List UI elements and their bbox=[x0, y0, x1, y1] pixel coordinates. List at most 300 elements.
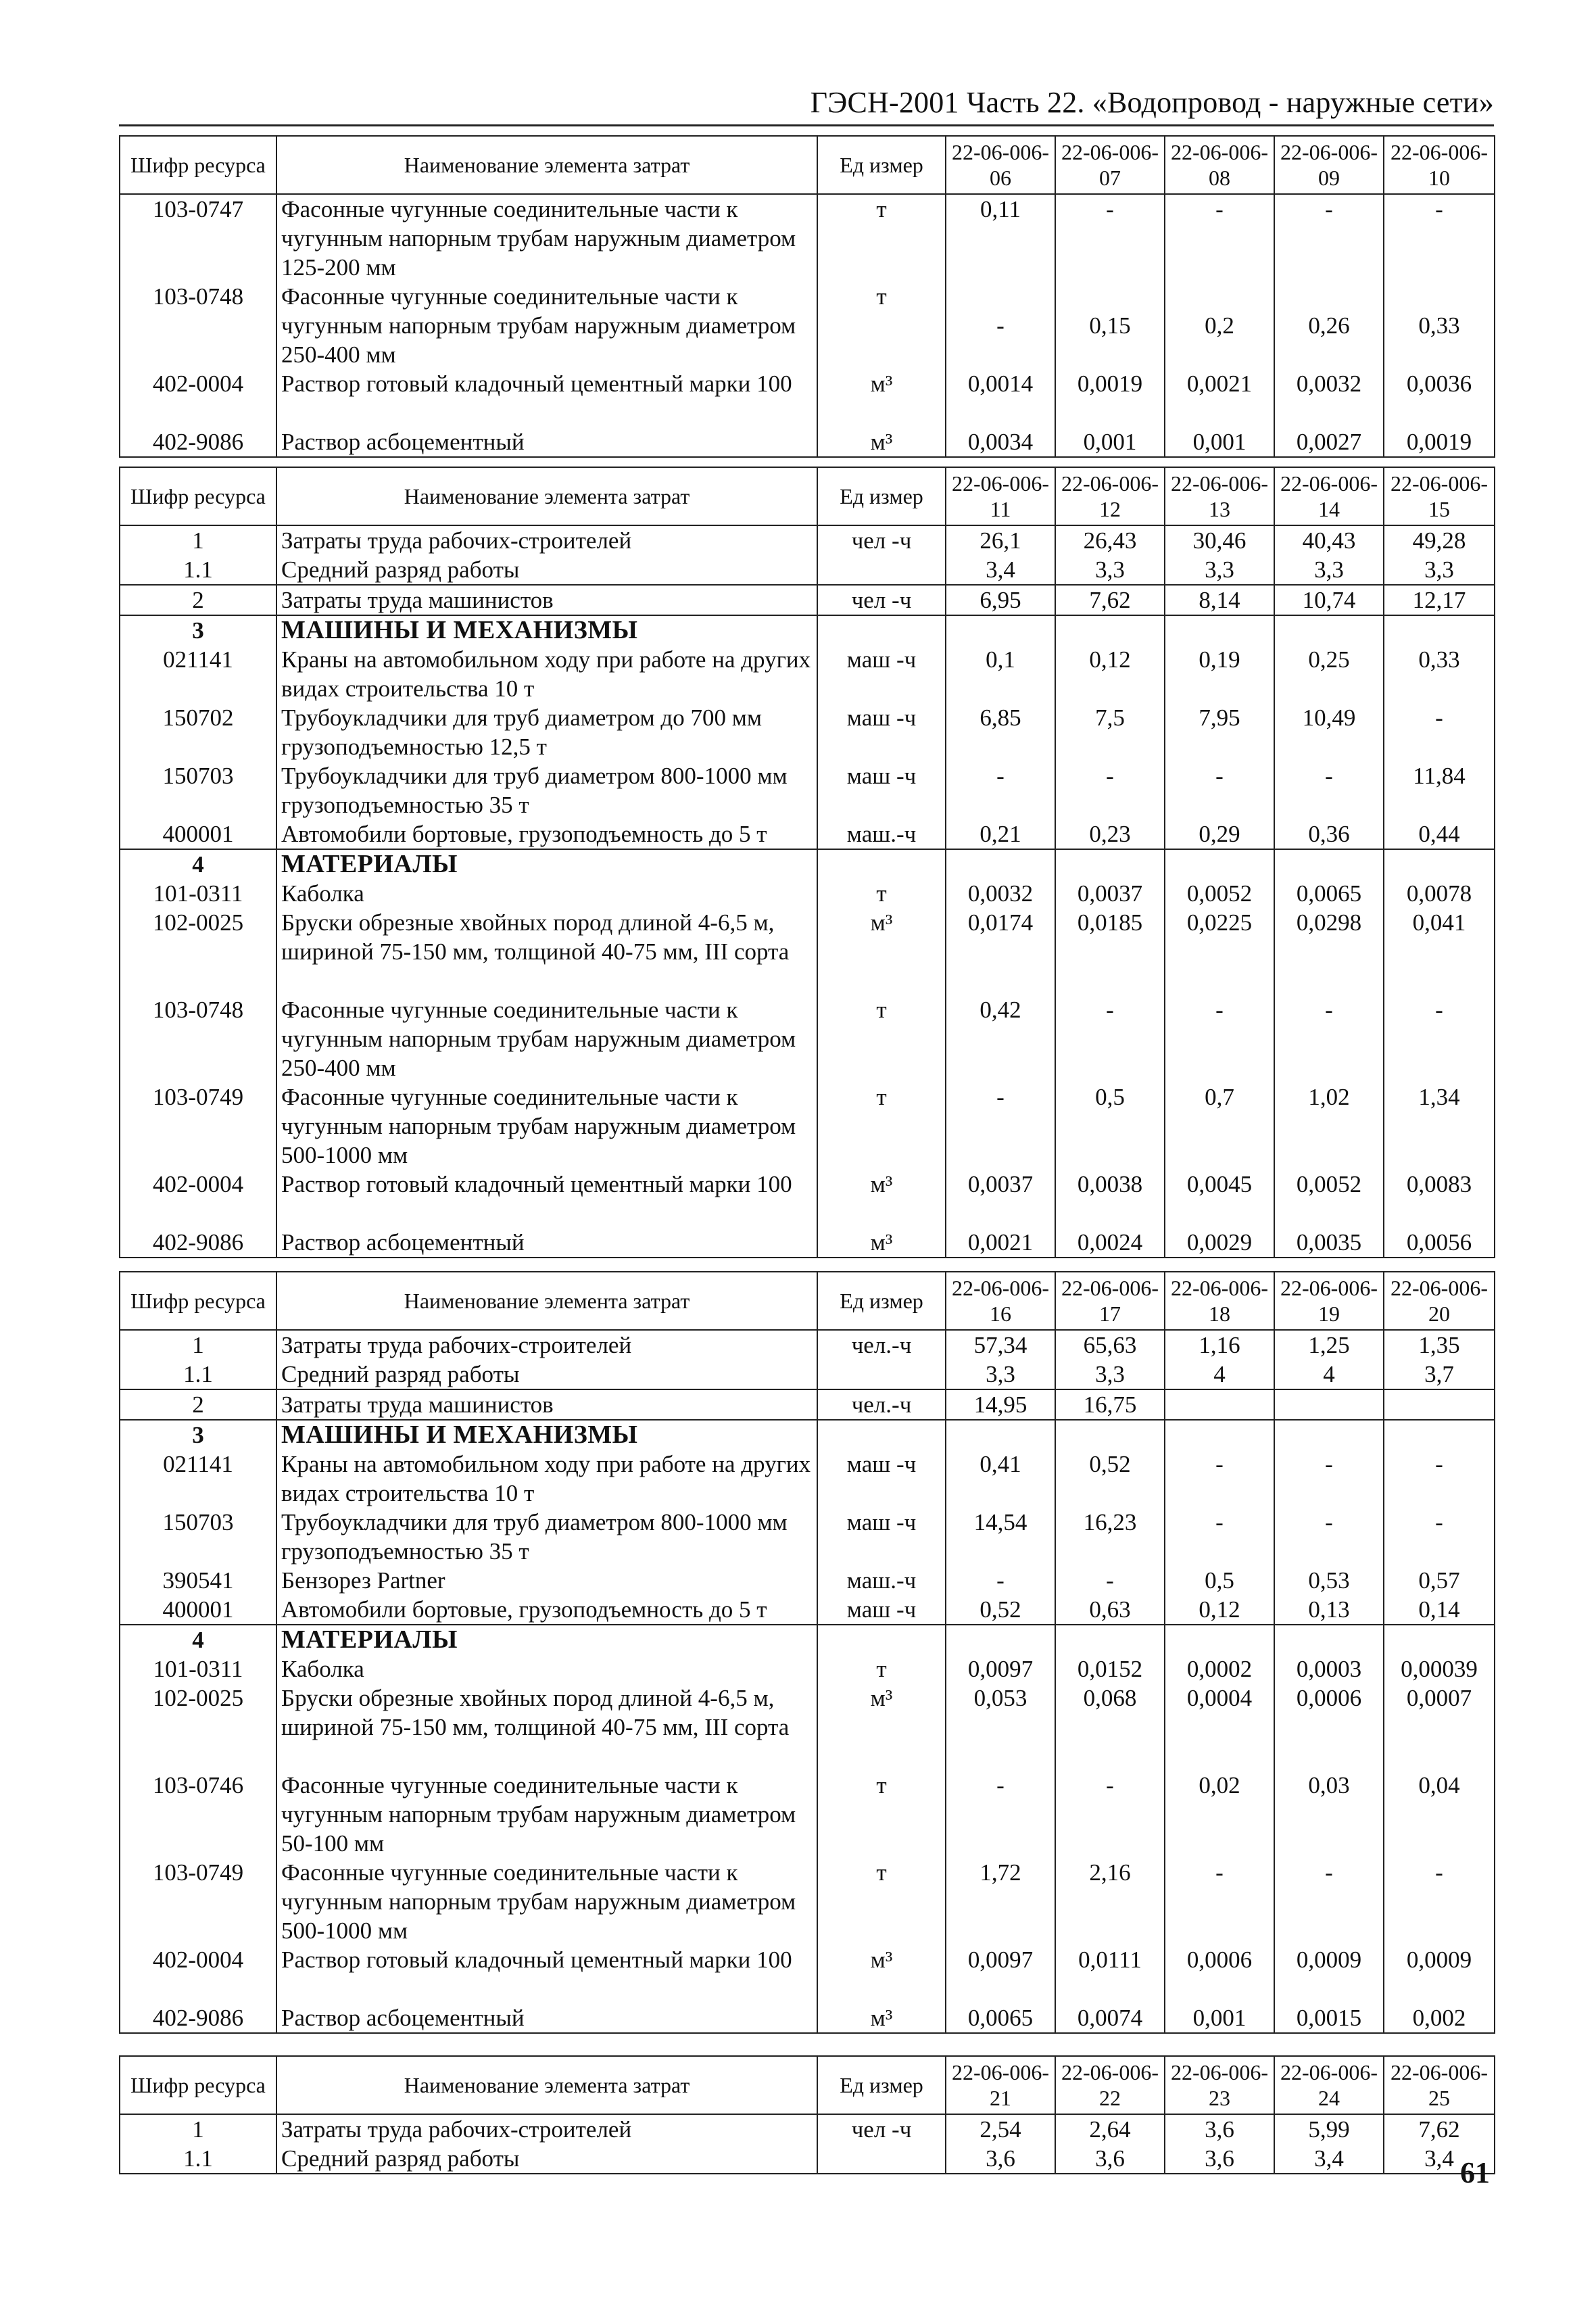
cell-code: 402-9086 bbox=[120, 427, 276, 457]
cell-code: 103-0747 bbox=[120, 194, 276, 282]
table-row bbox=[120, 1450, 1495, 1508]
cell-value: 0,0174 bbox=[946, 908, 1055, 995]
cell-value: 0,0065 bbox=[946, 2003, 1055, 2033]
cell-code: 1.1 bbox=[120, 555, 276, 585]
table-row bbox=[120, 1170, 1495, 1228]
cell-unit: маш -ч bbox=[817, 1450, 946, 1508]
cell-value: 0,0152 bbox=[1055, 1654, 1165, 1684]
cell-value: 0,0078 bbox=[1384, 879, 1495, 908]
cell-unit: маш -ч bbox=[817, 761, 946, 819]
cell-value: 0,0097 bbox=[946, 1945, 1055, 2003]
cell-value: 0,5 bbox=[1165, 1566, 1274, 1595]
cell-value: 0,5 bbox=[1055, 1082, 1165, 1170]
cell-value bbox=[1165, 1625, 1274, 1654]
cell-value: 3,6 bbox=[1165, 2144, 1274, 2174]
header-norm-code bbox=[1274, 136, 1384, 194]
cell-code: 4 bbox=[120, 1625, 276, 1654]
table-row bbox=[120, 849, 1495, 879]
norm-code-label: 22-06-006-25 bbox=[1391, 2060, 1488, 2110]
cell-code: 021141 bbox=[120, 1450, 276, 1508]
cell-code: 2 bbox=[120, 1389, 276, 1420]
cell-value: - bbox=[1274, 1450, 1384, 1508]
table-row bbox=[120, 1625, 1495, 1654]
cell-value: - bbox=[1165, 1450, 1274, 1508]
cell-name: Раствор асбоцементный bbox=[276, 2003, 817, 2033]
table-row bbox=[120, 1082, 1495, 1170]
cell-value: 0,14 bbox=[1384, 1595, 1495, 1625]
cell-value: 7,62 bbox=[1384, 2114, 1495, 2144]
header-norm-code bbox=[1384, 136, 1495, 194]
cell-unit: чел.-ч bbox=[817, 1330, 946, 1360]
cell-value bbox=[1384, 1389, 1495, 1420]
cell-value: 0,053 bbox=[946, 1684, 1055, 1771]
cell-unit: маш.-ч bbox=[817, 819, 946, 849]
cell-value: 16,75 bbox=[1055, 1389, 1165, 1420]
cell-name: МАТЕРИАЛЫ bbox=[276, 1625, 817, 1654]
table-row bbox=[120, 1508, 1495, 1566]
header-norm-code bbox=[1055, 2056, 1165, 2114]
header-unit: Ед измер bbox=[817, 136, 946, 194]
norm-code-label: 22-06-006-20 bbox=[1391, 1276, 1488, 1326]
cell-value: - bbox=[1165, 1508, 1274, 1566]
cell-value: 0,21 bbox=[946, 819, 1055, 849]
cell-value: 3,3 bbox=[1055, 555, 1165, 585]
cell-name: МАШИНЫ И МЕХАНИЗМЫ bbox=[276, 615, 817, 645]
table-row bbox=[120, 645, 1495, 703]
cell-name: Затраты труда рабочих-строителей bbox=[276, 2114, 817, 2144]
table-row bbox=[120, 703, 1495, 761]
cell-value: 0,0111 bbox=[1055, 1945, 1165, 2003]
header-norm-code bbox=[946, 467, 1055, 525]
cell-code: 150703 bbox=[120, 761, 276, 819]
cell-value: 3,3 bbox=[1384, 555, 1495, 585]
cell-name: Средний разряд работы bbox=[276, 1360, 817, 1389]
cell-name: Затраты труда рабочих-строителей bbox=[276, 1330, 817, 1360]
norm-code-label: 22-06-006-22 bbox=[1061, 2060, 1159, 2110]
cell-unit: маш -ч bbox=[817, 1595, 946, 1625]
cell-value: 0,0035 bbox=[1274, 1228, 1384, 1258]
cell-code: 103-0749 bbox=[120, 1082, 276, 1170]
cell-value bbox=[1165, 1420, 1274, 1450]
cell-code: 102-0025 bbox=[120, 908, 276, 995]
cell-value: 0,0021 bbox=[946, 1228, 1055, 1258]
cell-name: Раствор готовый кладочный цементный марки 100 bbox=[276, 1170, 817, 1228]
header-unit: Ед измер bbox=[817, 2056, 946, 2114]
cell-value: 3,4 bbox=[1384, 2144, 1495, 2174]
cell-value: 65,63 bbox=[1055, 1330, 1165, 1360]
cell-value: 0,0021 bbox=[1165, 369, 1274, 427]
cell-value: - bbox=[1274, 761, 1384, 819]
cell-code: 402-9086 bbox=[120, 2003, 276, 2033]
table-row bbox=[120, 2144, 1495, 2174]
header-norm-code bbox=[1165, 467, 1274, 525]
cell-value bbox=[946, 615, 1055, 645]
cell-value: - bbox=[1384, 1450, 1495, 1508]
cell-value: - bbox=[1274, 1858, 1384, 1945]
header-norm-code bbox=[1384, 2056, 1495, 2114]
cell-code: 1 bbox=[120, 2114, 276, 2144]
norm-table bbox=[119, 2055, 1495, 2174]
cell-value: 0,001 bbox=[1165, 427, 1274, 457]
cell-value: - bbox=[1055, 194, 1165, 282]
cell-value: 0,0019 bbox=[1384, 427, 1495, 457]
header-name: Наименование элемента затрат bbox=[276, 136, 817, 194]
cell-unit: м³ bbox=[817, 1228, 946, 1258]
cell-value: 0,13 bbox=[1274, 1595, 1384, 1625]
cell-name: Краны на автомобильном ходу при работе на других видах строительства 10 т bbox=[276, 645, 817, 703]
cell-value: 0,04 bbox=[1384, 1771, 1495, 1858]
cell-value bbox=[1384, 1420, 1495, 1450]
header-code: Шифр ресурса bbox=[120, 2056, 276, 2114]
cell-unit: м³ bbox=[817, 2003, 946, 2033]
cell-value bbox=[1274, 615, 1384, 645]
cell-value: 0,0083 bbox=[1384, 1170, 1495, 1228]
table-row bbox=[120, 427, 1495, 457]
header-norm-code bbox=[1055, 467, 1165, 525]
cell-code: 402-0004 bbox=[120, 369, 276, 427]
cell-value: 0,33 bbox=[1384, 282, 1495, 369]
table-header-row bbox=[120, 1272, 1495, 1330]
cell-value: 0,0006 bbox=[1165, 1945, 1274, 2003]
norm-table bbox=[119, 1271, 1495, 2034]
cell-code: 103-0748 bbox=[120, 995, 276, 1082]
cell-code: 101-0311 bbox=[120, 1654, 276, 1684]
cell-value bbox=[1274, 1420, 1384, 1450]
cell-name: Средний разряд работы bbox=[276, 2144, 817, 2174]
cell-value: 1,25 bbox=[1274, 1330, 1384, 1360]
header-norm-code bbox=[946, 1272, 1055, 1330]
cell-value: 0,0074 bbox=[1055, 2003, 1165, 2033]
header-code: Шифр ресурса bbox=[120, 467, 276, 525]
cell-name: Средний разряд работы bbox=[276, 555, 817, 585]
cell-value: 8,14 bbox=[1165, 585, 1274, 615]
cell-code: 021141 bbox=[120, 645, 276, 703]
header-name: Наименование элемента затрат bbox=[276, 2056, 817, 2114]
cell-value bbox=[1055, 615, 1165, 645]
cell-value: - bbox=[1055, 1566, 1165, 1595]
cell-value: 0,0024 bbox=[1055, 1228, 1165, 1258]
cell-value: 0,0019 bbox=[1055, 369, 1165, 427]
cell-name: Краны на автомобильном ходу при работе на других видах строительства 10 т bbox=[276, 1450, 817, 1508]
norm-code-label: 22-06-006-17 bbox=[1061, 1276, 1159, 1326]
cell-value bbox=[1384, 615, 1495, 645]
cell-value: 0,2 bbox=[1165, 282, 1274, 369]
table-row bbox=[120, 761, 1495, 819]
cell-value: - bbox=[1384, 194, 1495, 282]
cell-value: 3,7 bbox=[1384, 1360, 1495, 1389]
cell-value bbox=[946, 1420, 1055, 1450]
cell-unit: т bbox=[817, 194, 946, 282]
cell-value: 1,34 bbox=[1384, 1082, 1495, 1170]
cell-unit: т bbox=[817, 1082, 946, 1170]
cell-unit bbox=[817, 1360, 946, 1389]
cell-name: Автомобили бортовые, грузоподъемность до 5 т bbox=[276, 819, 817, 849]
cell-value: 0,25 bbox=[1274, 645, 1384, 703]
norm-code-label: 22-06-006-21 bbox=[952, 2060, 1049, 2110]
cell-value: 0,0038 bbox=[1055, 1170, 1165, 1228]
table-row bbox=[120, 615, 1495, 645]
table-row bbox=[120, 1684, 1495, 1771]
cell-name: Каболка bbox=[276, 879, 817, 908]
norm-code-label: 22-06-006-19 bbox=[1280, 1276, 1378, 1326]
cell-value: - bbox=[1055, 995, 1165, 1082]
cell-value: 2,16 bbox=[1055, 1858, 1165, 1945]
cell-name: Фасонные чугунные соединительные части к чугунным напорным трубам наружным диаметром 250-400 мм bbox=[276, 282, 817, 369]
table-row bbox=[120, 995, 1495, 1082]
cell-name: Фасонные чугунные соединительные части к чугунным напорным трубам наружным диаметром 50-100 мм bbox=[276, 1771, 817, 1858]
cell-name: Раствор готовый кладочный цементный марки 100 bbox=[276, 1945, 817, 2003]
table-row bbox=[120, 1945, 1495, 2003]
cell-value: 6,85 bbox=[946, 703, 1055, 761]
cell-unit: м³ bbox=[817, 1945, 946, 2003]
cell-value bbox=[1165, 1389, 1274, 1420]
cell-name: Фасонные чугунные соединительные части к чугунным напорным трубам наружным диаметром 125-200 мм bbox=[276, 194, 817, 282]
cell-code: 1.1 bbox=[120, 2144, 276, 2174]
table-row bbox=[120, 1654, 1495, 1684]
cell-value: 4 bbox=[1274, 1360, 1384, 1389]
cell-unit: м³ bbox=[817, 427, 946, 457]
cell-value bbox=[1055, 1625, 1165, 1654]
cell-name: Раствор готовый кладочный цементный марки 100 bbox=[276, 369, 817, 427]
header-name: Наименование элемента затрат bbox=[276, 467, 817, 525]
cell-value: 49,28 bbox=[1384, 525, 1495, 555]
cell-value: 7,5 bbox=[1055, 703, 1165, 761]
table-row bbox=[120, 525, 1495, 555]
cell-unit: чел -ч bbox=[817, 2114, 946, 2144]
page-header bbox=[119, 84, 1494, 126]
cell-unit: м³ bbox=[817, 1170, 946, 1228]
cell-code: 150702 bbox=[120, 703, 276, 761]
cell-value: 1,72 bbox=[946, 1858, 1055, 1945]
cell-unit bbox=[817, 1625, 946, 1654]
cell-value: 0,42 bbox=[946, 995, 1055, 1082]
cell-value: 5,99 bbox=[1274, 2114, 1384, 2144]
cell-code: 1 bbox=[120, 1330, 276, 1360]
cell-value: - bbox=[1165, 995, 1274, 1082]
header-norm-code bbox=[1274, 2056, 1384, 2114]
cell-code: 402-0004 bbox=[120, 1170, 276, 1228]
table-header-row bbox=[120, 2056, 1495, 2114]
cell-value: 2,54 bbox=[946, 2114, 1055, 2144]
table-row bbox=[120, 2114, 1495, 2144]
cell-value: 0,12 bbox=[1055, 645, 1165, 703]
table-row bbox=[120, 194, 1495, 282]
page-number: 61 bbox=[1460, 2156, 1490, 2189]
cell-value: 26,43 bbox=[1055, 525, 1165, 555]
cell-value: 0,1 bbox=[946, 645, 1055, 703]
cell-value: 40,43 bbox=[1274, 525, 1384, 555]
cell-value: 0,15 bbox=[1055, 282, 1165, 369]
table-row bbox=[120, 2003, 1495, 2033]
cell-name: МАТЕРИАЛЫ bbox=[276, 849, 817, 879]
cell-value: 14,95 bbox=[946, 1389, 1055, 1420]
cell-unit: т bbox=[817, 995, 946, 1082]
cell-value: - bbox=[1384, 1508, 1495, 1566]
cell-code: 102-0025 bbox=[120, 1684, 276, 1771]
cell-value: - bbox=[946, 282, 1055, 369]
norm-table-block-3 bbox=[119, 1271, 1494, 2034]
cell-value: 1,16 bbox=[1165, 1330, 1274, 1360]
cell-value: 0,0052 bbox=[1165, 879, 1274, 908]
cell-value: 0,26 bbox=[1274, 282, 1384, 369]
cell-name: Автомобили бортовые, грузоподъемность до 5 т bbox=[276, 1595, 817, 1625]
cell-value: - bbox=[1384, 995, 1495, 1082]
cell-value: 10,74 bbox=[1274, 585, 1384, 615]
cell-value bbox=[1384, 1625, 1495, 1654]
cell-value: 26,1 bbox=[946, 525, 1055, 555]
cell-value: 0,0029 bbox=[1165, 1228, 1274, 1258]
cell-value: 0,33 bbox=[1384, 645, 1495, 703]
cell-value: 0,001 bbox=[1165, 2003, 1274, 2033]
header-norm-code bbox=[1165, 136, 1274, 194]
norm-code-label: 22-06-006-13 bbox=[1171, 471, 1268, 521]
cell-value: 0,0037 bbox=[1055, 879, 1165, 908]
table-row bbox=[120, 1566, 1495, 1595]
cell-value: 0,23 bbox=[1055, 819, 1165, 849]
cell-value: 10,49 bbox=[1274, 703, 1384, 761]
cell-code: 103-0746 bbox=[120, 1771, 276, 1858]
cell-value: 0,0003 bbox=[1274, 1654, 1384, 1684]
cell-unit: чел -ч bbox=[817, 585, 946, 615]
norm-code-label: 22-06-006-23 bbox=[1171, 2060, 1268, 2110]
cell-value: 0,0052 bbox=[1274, 1170, 1384, 1228]
cell-value: 12,17 bbox=[1384, 585, 1495, 615]
cell-value: 0,0027 bbox=[1274, 427, 1384, 457]
table-row bbox=[120, 1360, 1495, 1389]
cell-value: 3,4 bbox=[946, 555, 1055, 585]
cell-value: 0,0045 bbox=[1165, 1170, 1274, 1228]
cell-value bbox=[1274, 1625, 1384, 1654]
cell-value: 0,0034 bbox=[946, 427, 1055, 457]
norm-code-label: 22-06-006-06 bbox=[952, 140, 1049, 190]
header-norm-code bbox=[1274, 467, 1384, 525]
cell-value: 0,0002 bbox=[1165, 1654, 1274, 1684]
cell-code: 103-0748 bbox=[120, 282, 276, 369]
cell-value: 7,95 bbox=[1165, 703, 1274, 761]
cell-name: Затраты труда машинистов bbox=[276, 1389, 817, 1420]
cell-value: 0,19 bbox=[1165, 645, 1274, 703]
cell-value: 0,0097 bbox=[946, 1654, 1055, 1684]
cell-unit bbox=[817, 555, 946, 585]
cell-name: Каболка bbox=[276, 1654, 817, 1684]
cell-code: 3 bbox=[120, 1420, 276, 1450]
cell-value: 0,63 bbox=[1055, 1595, 1165, 1625]
cell-name: МАШИНЫ И МЕХАНИЗМЫ bbox=[276, 1420, 817, 1450]
cell-unit: т bbox=[817, 1858, 946, 1945]
cell-name: Трубоукладчики для труб диаметром 800-1000 мм грузоподъемностью 35 т bbox=[276, 761, 817, 819]
table-row bbox=[120, 369, 1495, 427]
cell-name: Раствор асбоцементный bbox=[276, 1228, 817, 1258]
cell-value: - bbox=[1165, 1858, 1274, 1945]
cell-value: 7,62 bbox=[1055, 585, 1165, 615]
cell-value: 0,001 bbox=[1055, 427, 1165, 457]
norm-code-label: 22-06-006-14 bbox=[1280, 471, 1378, 521]
table-row bbox=[120, 282, 1495, 369]
cell-name: Раствор асбоцементный bbox=[276, 427, 817, 457]
cell-unit: т bbox=[817, 1654, 946, 1684]
cell-value: - bbox=[1055, 1771, 1165, 1858]
cell-value: - bbox=[1384, 1858, 1495, 1945]
cell-value: 0,041 bbox=[1384, 908, 1495, 995]
cell-code: 1.1 bbox=[120, 1360, 276, 1389]
cell-value: 0,0009 bbox=[1274, 1945, 1384, 2003]
cell-value: 0,7 bbox=[1165, 1082, 1274, 1170]
cell-value: 16,23 bbox=[1055, 1508, 1165, 1566]
cell-value: - bbox=[946, 1771, 1055, 1858]
cell-value bbox=[1055, 849, 1165, 879]
cell-code: 103-0749 bbox=[120, 1858, 276, 1945]
norm-table-block-2 bbox=[119, 467, 1494, 1258]
cell-value: 0,29 bbox=[1165, 819, 1274, 849]
cell-unit: маш -ч bbox=[817, 645, 946, 703]
cell-value: 3,3 bbox=[1055, 1360, 1165, 1389]
cell-value: 11,84 bbox=[1384, 761, 1495, 819]
cell-unit: т bbox=[817, 879, 946, 908]
cell-unit: маш -ч bbox=[817, 703, 946, 761]
header-norm-code bbox=[1165, 1272, 1274, 1330]
cell-value: 0,52 bbox=[946, 1595, 1055, 1625]
cell-value: 0,0032 bbox=[1274, 369, 1384, 427]
cell-name: Бруски обрезные хвойных пород длиной 4-6,5 м, шириной 75-150 мм, толщиной 40-75 мм, III сорта bbox=[276, 908, 817, 995]
cell-code: 390541 bbox=[120, 1566, 276, 1595]
cell-unit: т bbox=[817, 1771, 946, 1858]
cell-name: Затраты труда машинистов bbox=[276, 585, 817, 615]
cell-code: 150703 bbox=[120, 1508, 276, 1566]
cell-unit: чел -ч bbox=[817, 525, 946, 555]
header-unit: Ед измер bbox=[817, 467, 946, 525]
norm-code-label: 22-06-006-07 bbox=[1061, 140, 1159, 190]
table-row bbox=[120, 1330, 1495, 1360]
cell-name: Фасонные чугунные соединительные части к чугунным напорным трубам наружным диаметром 500-1000 мм bbox=[276, 1082, 817, 1170]
cell-value: 0,0015 bbox=[1274, 2003, 1384, 2033]
table-row bbox=[120, 1228, 1495, 1258]
cell-value: 0,44 bbox=[1384, 819, 1495, 849]
cell-unit bbox=[817, 849, 946, 879]
cell-value: 0,52 bbox=[1055, 1450, 1165, 1508]
header-norm-code bbox=[1274, 1272, 1384, 1330]
norm-code-label: 22-06-006-16 bbox=[952, 1276, 1049, 1326]
cell-name: Трубоукладчики для труб диаметром 800-1000 мм грузоподъемностью 35 т bbox=[276, 1508, 817, 1566]
cell-code: 1 bbox=[120, 525, 276, 555]
norm-table bbox=[119, 467, 1495, 1258]
cell-value: 0,0056 bbox=[1384, 1228, 1495, 1258]
norm-code-label: 22-06-006-10 bbox=[1391, 140, 1488, 190]
cell-value: 0,41 bbox=[946, 1450, 1055, 1508]
cell-unit: чел.-ч bbox=[817, 1389, 946, 1420]
header-norm-code bbox=[1055, 1272, 1165, 1330]
cell-name: Затраты труда рабочих-строителей bbox=[276, 525, 817, 555]
table-row bbox=[120, 879, 1495, 908]
header-norm-code bbox=[946, 2056, 1055, 2114]
table-header-row bbox=[120, 467, 1495, 525]
cell-code: 402-0004 bbox=[120, 1945, 276, 2003]
table-row bbox=[120, 1595, 1495, 1625]
header-norm-code bbox=[1165, 2056, 1274, 2114]
cell-unit: т bbox=[817, 282, 946, 369]
cell-value: 0,36 bbox=[1274, 819, 1384, 849]
header-unit: Ед измер bbox=[817, 1272, 946, 1330]
table-row bbox=[120, 1389, 1495, 1420]
cell-value: 0,0032 bbox=[946, 879, 1055, 908]
cell-value: 0,0065 bbox=[1274, 879, 1384, 908]
table-row bbox=[120, 908, 1495, 995]
cell-code: 2 bbox=[120, 585, 276, 615]
cell-value: 6,95 bbox=[946, 585, 1055, 615]
cell-value: - bbox=[1165, 761, 1274, 819]
table-row bbox=[120, 819, 1495, 849]
cell-value bbox=[946, 849, 1055, 879]
norm-table-block-1 bbox=[119, 135, 1494, 458]
